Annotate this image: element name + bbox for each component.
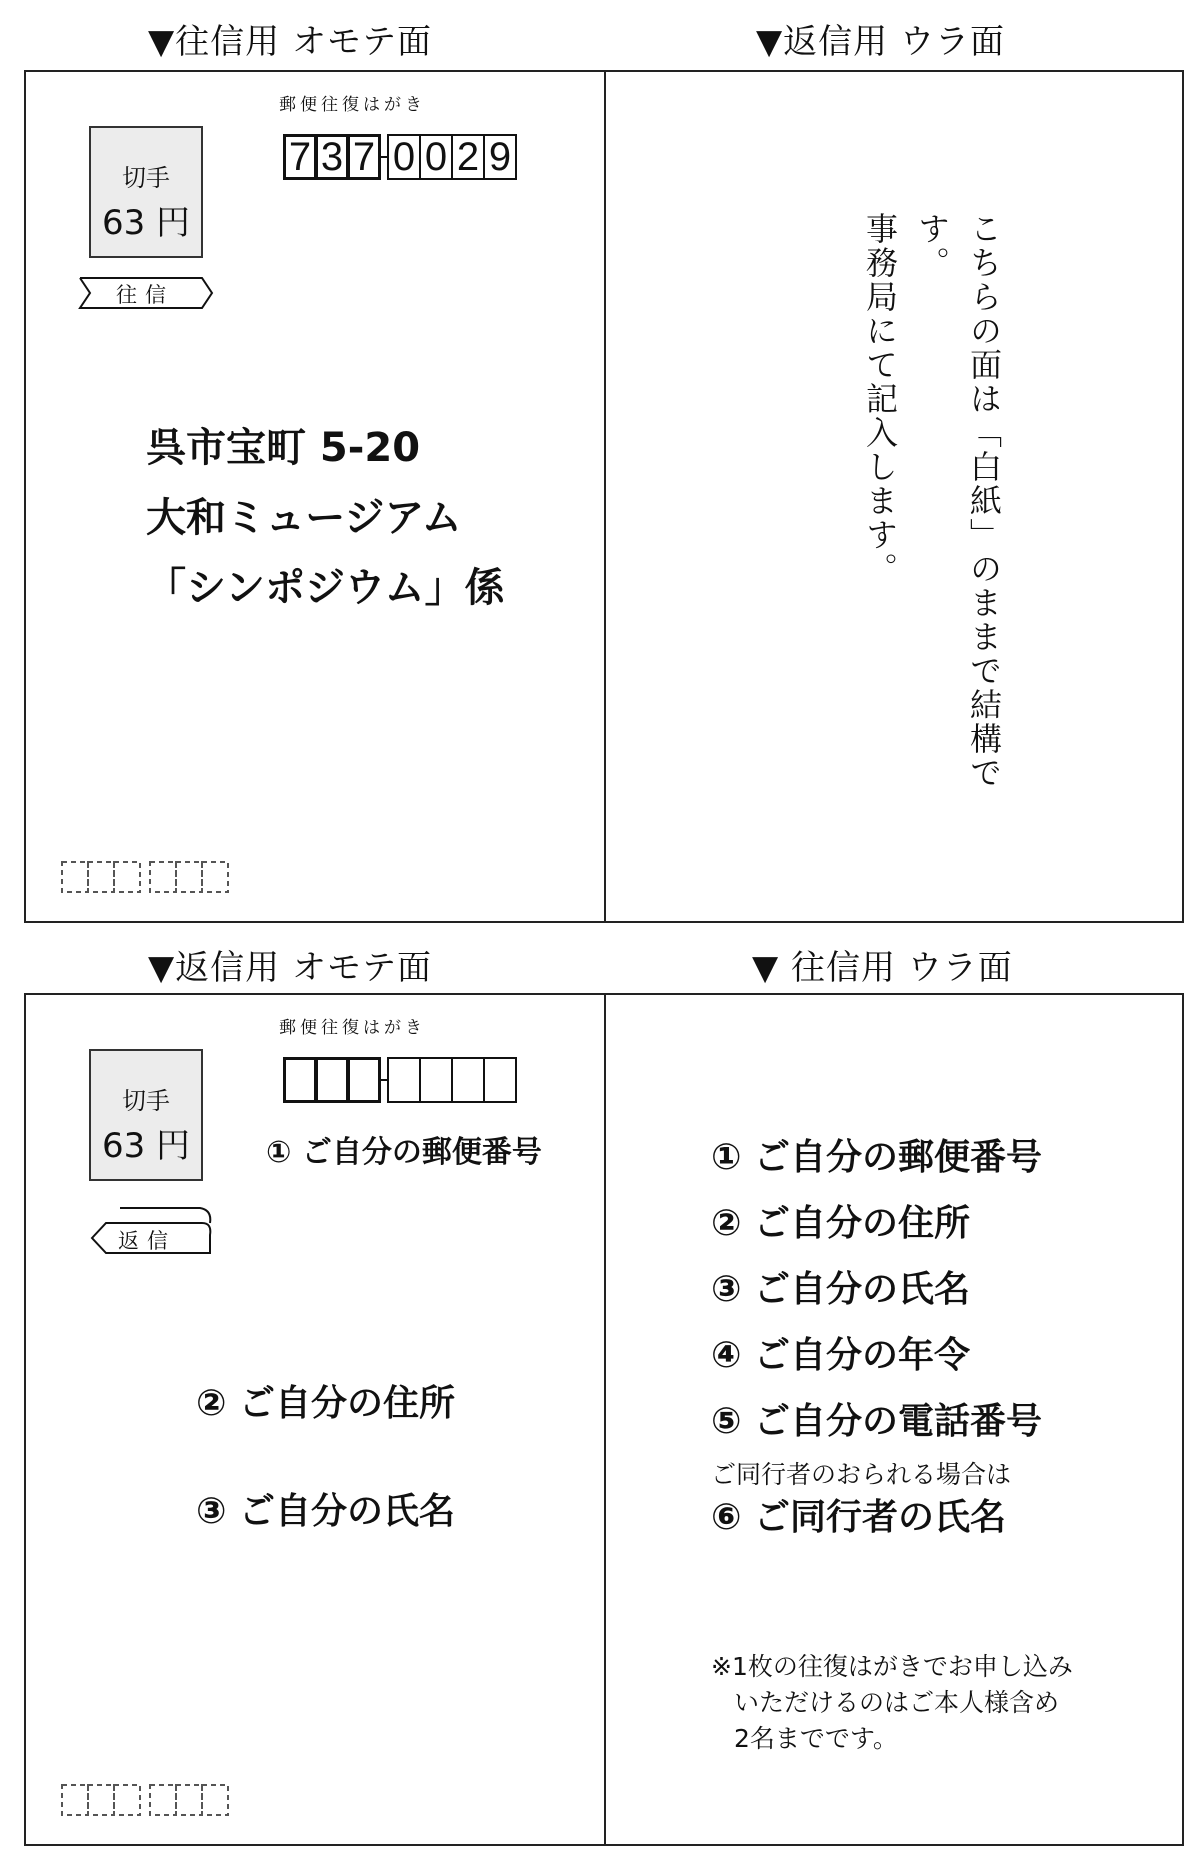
footnote-line-1: ※1枚の往復はがきでお申し込み	[711, 1652, 1073, 1681]
outgoing-back-item-4: ④ ご自分の年令	[711, 1335, 971, 1376]
stamp-price: 63 円	[101, 1126, 191, 1166]
reply-back-line-1: こちらの面は「白紙」のままで結構です。	[913, 212, 1003, 790]
stamp-box	[89, 126, 203, 258]
postal-code-boxes	[283, 1057, 517, 1103]
postal-digit-box	[387, 1057, 421, 1103]
outgoing-back-item-2: ② ご自分の住所	[711, 1203, 971, 1244]
postal-digit-box	[419, 1057, 453, 1103]
outgoing-back-item-5: ⑤ ご自分の電話番号	[711, 1401, 1043, 1442]
outgoing-tag	[78, 276, 214, 310]
top-postcard	[24, 70, 1184, 923]
stamp-box	[89, 1049, 203, 1181]
postcard-type-label: 郵便往復はがき	[279, 95, 426, 115]
outgoing-front-face	[26, 72, 604, 921]
companion-item: ⑥ ご同行者の氏名	[711, 1497, 1007, 1538]
outgoing-back-face	[606, 995, 1184, 1844]
reply-back-line-2: 事務局にて記入します。	[861, 212, 899, 586]
postal-digit-box: 3	[315, 134, 349, 180]
sender-postal-marks	[60, 1781, 240, 1821]
stamp-label: 切手	[122, 1087, 170, 1115]
postal-digit-box: 2	[451, 134, 485, 180]
reply-tag	[78, 1205, 214, 1257]
postal-digit-box: 0	[419, 134, 453, 180]
address-line-2: 大和ミュージアム	[146, 495, 462, 541]
sender-postal-marks	[60, 858, 240, 898]
postal-code-boxes	[283, 134, 517, 180]
reply-front-face	[26, 995, 604, 1844]
footnote-line-3: 2名までです。	[734, 1724, 898, 1753]
outgoing-back-item-1: ① ご自分の郵便番号	[711, 1137, 1043, 1178]
outgoing-tag-label: 往信	[116, 283, 174, 307]
heading-outgoing-back: ▼ 往信用 ウラ面	[752, 948, 1013, 988]
postal-digit-box	[483, 1057, 517, 1103]
postal-digit-box	[347, 1057, 381, 1103]
postal-digit-box: 7	[347, 134, 381, 180]
heading-reply-front: ▼返信用 オモテ面	[148, 948, 432, 988]
postal-digit-box	[451, 1057, 485, 1103]
postal-digit-box	[315, 1057, 349, 1103]
heading-outgoing-front: ▼往信用 オモテ面	[148, 22, 432, 62]
postal-digit-box: 0	[387, 134, 421, 180]
companion-note: ご同行者のおられる場合は	[711, 1460, 1012, 1489]
postal-digit-box: 7	[283, 134, 317, 180]
reply-back-face	[606, 72, 1184, 921]
reply-tag-label: 返信	[118, 1229, 176, 1253]
stamp-label: 切手	[122, 164, 170, 192]
outgoing-back-item-3: ③ ご自分の氏名	[711, 1269, 971, 1310]
stamp-price: 63 円	[101, 203, 191, 243]
address-line-3: 「シンポジウム」係	[146, 565, 505, 611]
reply-address-item: ② ご自分の住所	[196, 1383, 456, 1424]
reply-postal-label: ① ご自分の郵便番号	[266, 1135, 542, 1170]
address-line-1: 呉市宝町 5-20	[146, 425, 421, 471]
reply-name-item: ③ ご自分の氏名	[196, 1491, 456, 1532]
postcard-type-label: 郵便往復はがき	[279, 1018, 426, 1038]
postal-digit-box	[283, 1057, 317, 1103]
postal-digit-box: 9	[483, 134, 517, 180]
footnote-line-2: いただけるのはご本人様含め	[734, 1688, 1060, 1717]
heading-reply-back: ▼返信用 ウラ面	[756, 22, 1005, 62]
bottom-postcard	[24, 993, 1184, 1846]
reply-back-note	[854, 212, 1010, 792]
